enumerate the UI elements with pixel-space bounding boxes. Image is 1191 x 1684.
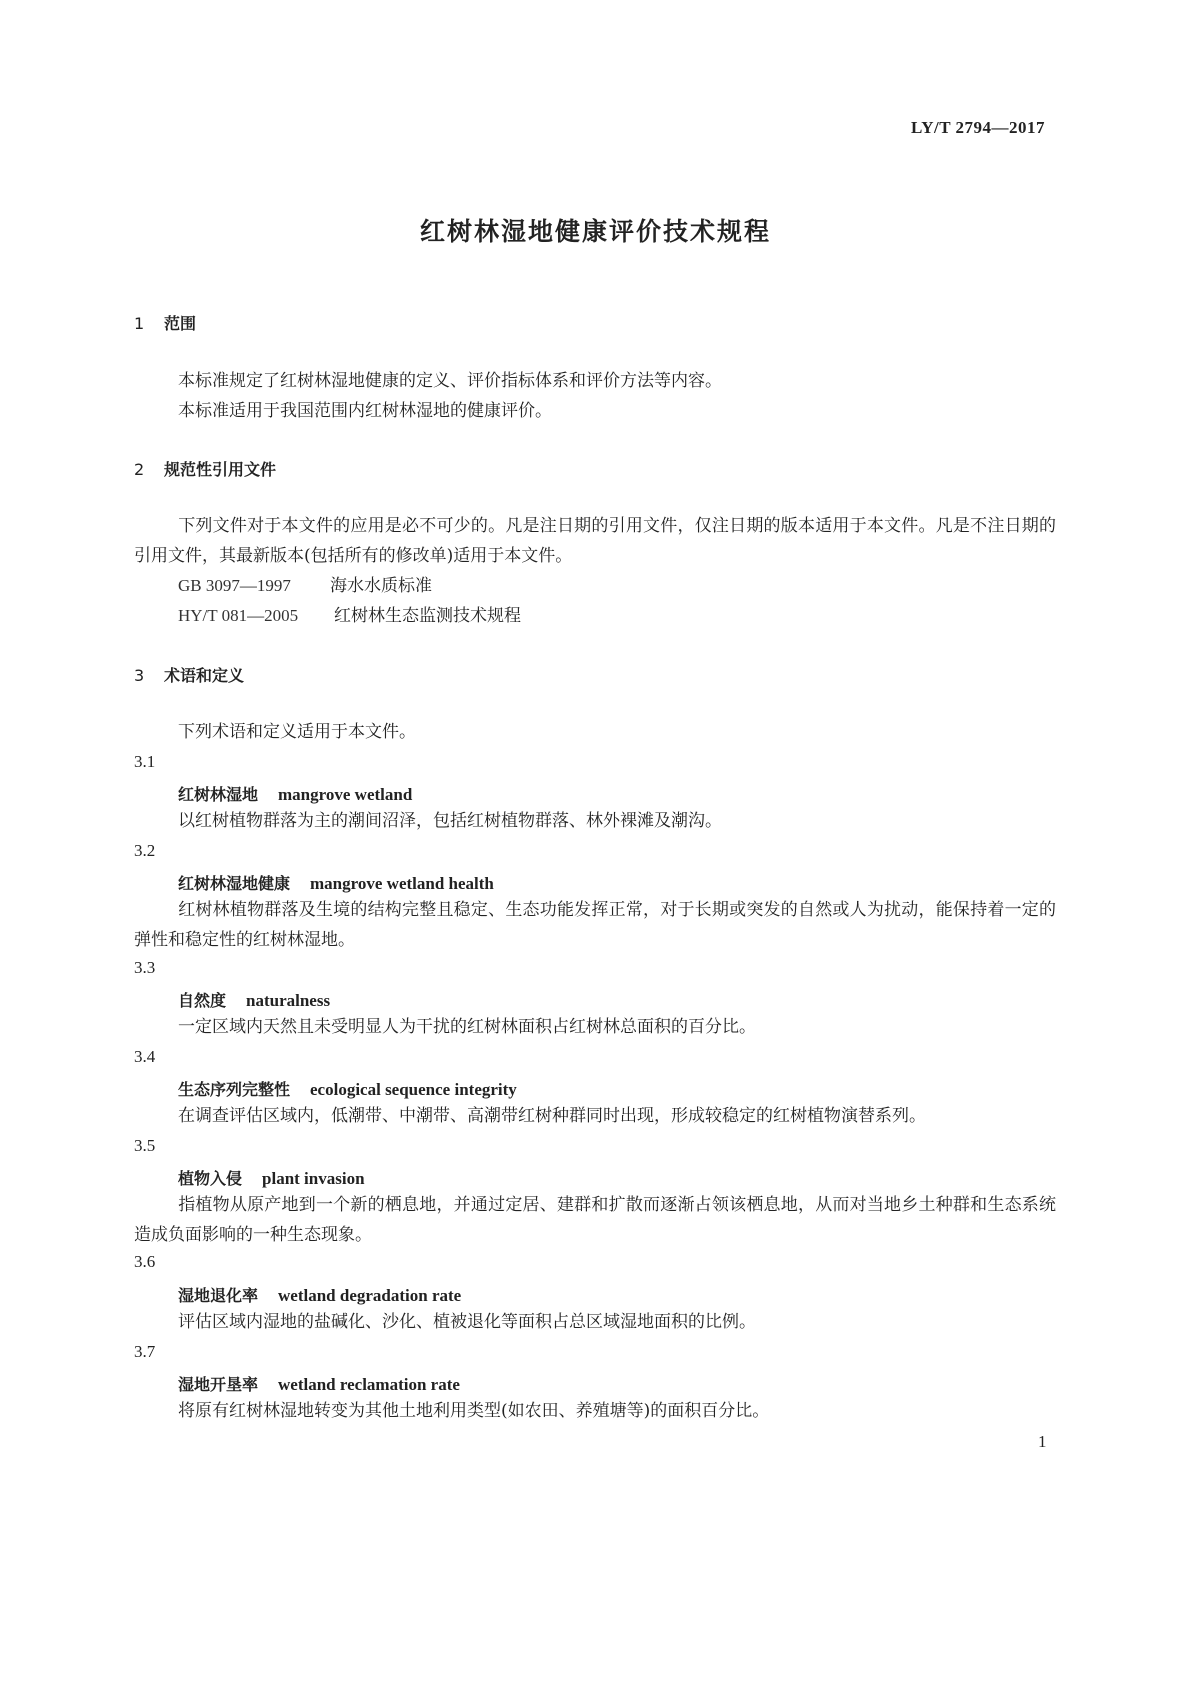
term-definition <box>134 1190 1056 1250</box>
standard-code: LY/T 2794—2017 <box>910 118 1045 137</box>
term-heading <box>178 782 412 805</box>
term-definition <box>134 1101 1056 1131</box>
section-number: 1 <box>134 314 145 333</box>
clause-number: 3.5 <box>134 1136 156 1155</box>
section-title: 术语和定义 <box>164 666 245 685</box>
clause-number: 3.1 <box>134 752 156 771</box>
reference-name: 红树林生态监测技术规程 <box>334 606 521 626</box>
clause-number: 3.2 <box>134 841 156 860</box>
definition-text: 指植物从原产地到一个新的栖息地，并通过定居、建群和扩散而逐渐占领该栖息地，从而对当地乡土种群和生态系统造成负面影响的一种生态现象。 <box>134 1195 1056 1245</box>
term-zh: 红树林湿地健康 <box>178 874 291 893</box>
term-en: wetland degradation rate <box>278 1286 462 1305</box>
term-en: ecological sequence integrity <box>310 1080 517 1099</box>
term-definition <box>134 895 1056 955</box>
term-definition <box>134 1012 1056 1042</box>
paragraph <box>134 396 1056 426</box>
reference-item <box>178 601 521 626</box>
reference-code: GB 3097—1997 <box>178 576 291 595</box>
clause-number: 3.7 <box>134 1342 156 1361</box>
section-title: 范围 <box>164 314 197 333</box>
section-number: 3 <box>134 666 145 685</box>
definition-text: 以红树植物群落为主的潮间沼泽，包括红树植物群落、林外裸滩及潮沟。 <box>178 811 722 831</box>
section-title: 规范性引用文件 <box>164 460 277 479</box>
paragraph <box>134 511 1056 571</box>
term-zh: 湿地退化率 <box>178 1286 259 1305</box>
reference-item <box>178 571 432 596</box>
term-heading <box>178 1372 460 1395</box>
definition-text: 在调查评估区域内，低潮带、中潮带、高潮带红树种群同时出现，形成较稳定的红树植物演替系列。 <box>178 1106 926 1126</box>
paragraph-text: 下列文件对于本文件的应用是必不可少的。凡是注日期的引用文件，仅注日期的版本适用于本文件。凡是不注日期的引用文件，其最新版本(包括所有的修改单)适用于本文件。 <box>134 516 1056 566</box>
clause-number: 3.6 <box>134 1252 156 1271</box>
paragraph-text: 本标准规定了红树林湿地健康的定义、评价指标体系和评价方法等内容。 <box>178 371 722 391</box>
section-3-heading <box>134 663 244 686</box>
definition-text: 评估区域内湿地的盐碱化、沙化、植被退化等面积占总区域湿地面积的比例。 <box>178 1312 756 1332</box>
term-zh: 植物入侵 <box>178 1169 243 1188</box>
paragraph <box>134 717 1056 747</box>
reference-name: 海水水质标准 <box>330 576 432 596</box>
term-zh: 生态序列完整性 <box>178 1080 291 1099</box>
term-en: plant invasion <box>262 1169 365 1188</box>
section-number: 2 <box>134 460 145 479</box>
term-heading <box>178 1166 365 1189</box>
term-en: mangrove wetland health <box>310 874 494 893</box>
term-heading <box>178 1283 461 1306</box>
term-zh: 自然度 <box>178 991 227 1010</box>
term-definition <box>134 1396 1056 1426</box>
section-2-heading <box>134 457 276 480</box>
clause-number: 3.3 <box>134 958 156 977</box>
definition-text: 将原有红树林湿地转变为其他土地利用类型(如农田、养殖塘等)的面积百分比。 <box>178 1401 770 1421</box>
paragraph-text: 本标准适用于我国范围内红树林湿地的健康评价。 <box>178 401 552 421</box>
term-zh: 红树林湿地 <box>178 785 259 804</box>
paragraph-text: 下列术语和定义适用于本文件。 <box>178 722 416 742</box>
page-number: 1 <box>1038 1432 1047 1451</box>
clause-number: 3.4 <box>134 1047 156 1066</box>
section-1-heading <box>134 311 196 334</box>
definition-text: 一定区域内天然且未受明显人为干扰的红树林面积占红树林总面积的百分比。 <box>178 1017 756 1037</box>
term-definition <box>134 806 1056 836</box>
document-title: 红树林湿地健康评价技术规程 <box>419 217 771 246</box>
definition-text: 红树林植物群落及生境的结构完整且稳定、生态功能发挥正常，对于长期或突发的自然或人为扰动，能保持着一定的弹性和稳定性的红树林湿地。 <box>134 900 1056 950</box>
paragraph <box>134 366 1056 396</box>
term-en: mangrove wetland <box>278 785 413 804</box>
reference-code: HY/T 081—2005 <box>178 606 299 625</box>
term-heading <box>178 988 330 1011</box>
term-heading <box>178 871 494 894</box>
term-zh: 湿地开垦率 <box>178 1375 259 1394</box>
term-en: naturalness <box>246 991 331 1010</box>
term-en: wetland reclamation rate <box>278 1375 460 1394</box>
term-heading <box>178 1077 517 1100</box>
term-definition <box>134 1307 1056 1337</box>
